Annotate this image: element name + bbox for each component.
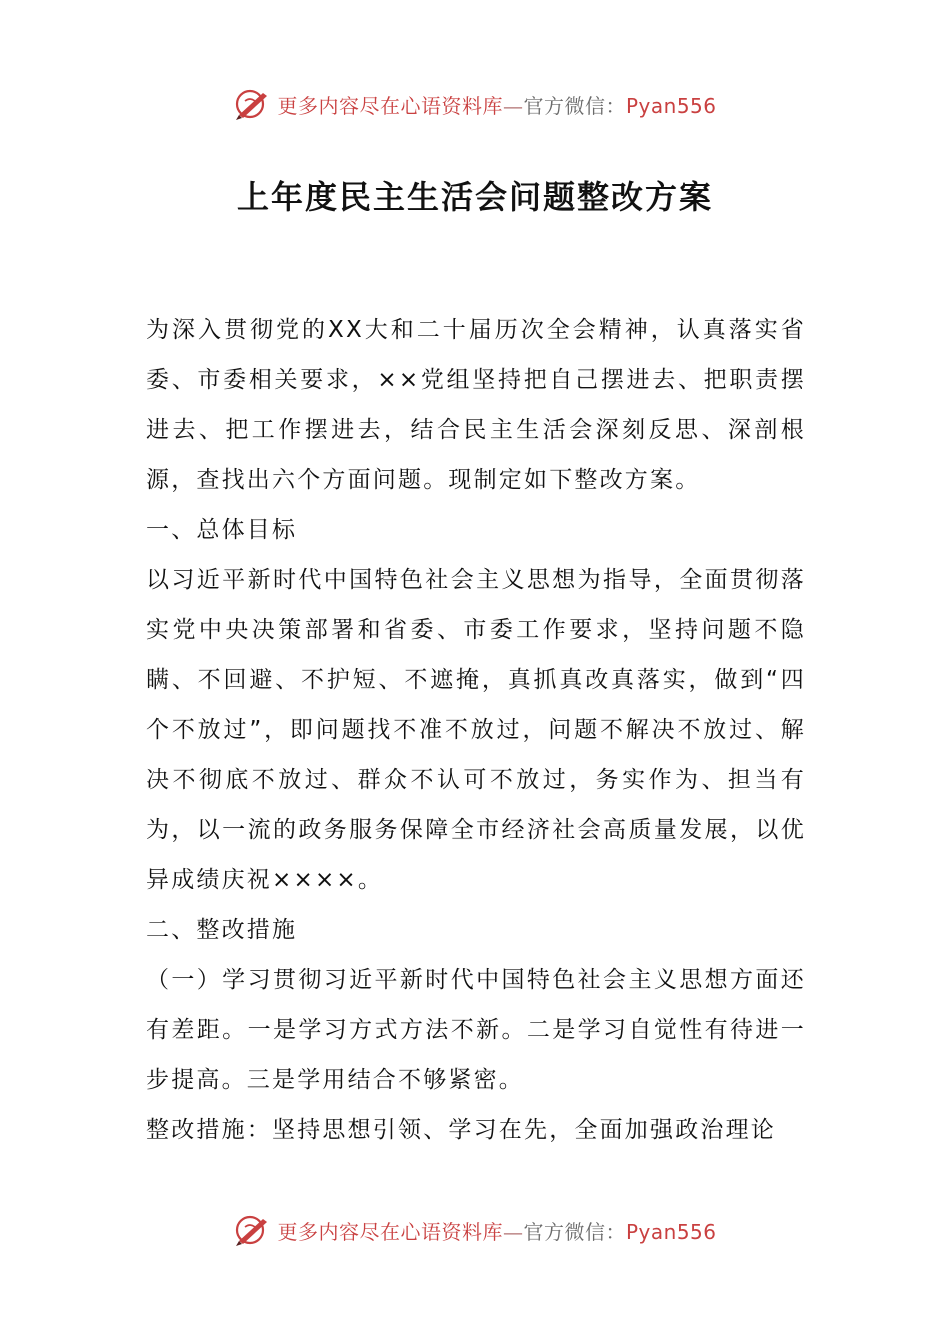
banner-dash: — <box>502 93 524 118</box>
measures-paragraph: 整改措施：坚持思想引领、学习在先，全面加强政治理论 <box>146 1117 776 1143</box>
pen-logo-icon <box>233 1213 271 1247</box>
header-banner <box>0 84 950 124</box>
issue-paragraph: （一）学习贯彻习近平新时代中国特色社会主义思想方面还有差距。一是学习方式方法不新。二是学习自觉性有待进一步提高。三是学用结合不够紧密。 <box>146 967 806 1093</box>
banner-wechat-label: 官方微信： <box>523 93 626 118</box>
section-heading-goals: 一、总体目标 <box>146 517 298 543</box>
section-heading-measures: 二、整改措施 <box>146 917 298 943</box>
banner-site-name: 更多内容尽在心语资料库 <box>277 1219 503 1244</box>
intro-paragraph: 为深入贯彻党的XX大和二十届历次全会精神，认真落实省委、市委相关要求，××党组坚持把自己摆进去、把职责摆进去、把工作摆进去，结合民主生活会深刻反思、深剖根源，查找出六个方面问题。现制定如下整改方案。 <box>146 317 806 493</box>
banner-dash: — <box>502 1219 524 1244</box>
banner-wechat-label: 官方微信： <box>523 1219 626 1244</box>
document-title: 上年度民主生活会问题整改方案 <box>236 178 713 216</box>
banner-wechat-handle: Pyan556 <box>625 1219 717 1244</box>
banner-text <box>277 1216 716 1245</box>
goals-paragraph: 以习近平新时代中国特色社会主义思想为指导，全面贯彻落实党中央决策部署和省委、市委工作要求，坚持问题不隐瞒、不回避、不护短、不遮掩，真抓真改真落实，做到“四个不放过”，即问题找不准不放过，问题不解决不放过、解决不彻底不放过、群众不认可不放过，务实作为、担当有为，以一流的政务服务保障全市经济社会高质量发展，以优异成绩庆祝××××。 <box>146 567 806 893</box>
footer-banner <box>0 1210 950 1250</box>
pen-logo-icon <box>233 87 271 121</box>
banner-site-name: 更多内容尽在心语资料库 <box>277 93 503 118</box>
document-body <box>146 305 806 1155</box>
banner-text <box>277 90 716 119</box>
banner-wechat-handle: Pyan556 <box>625 93 717 118</box>
